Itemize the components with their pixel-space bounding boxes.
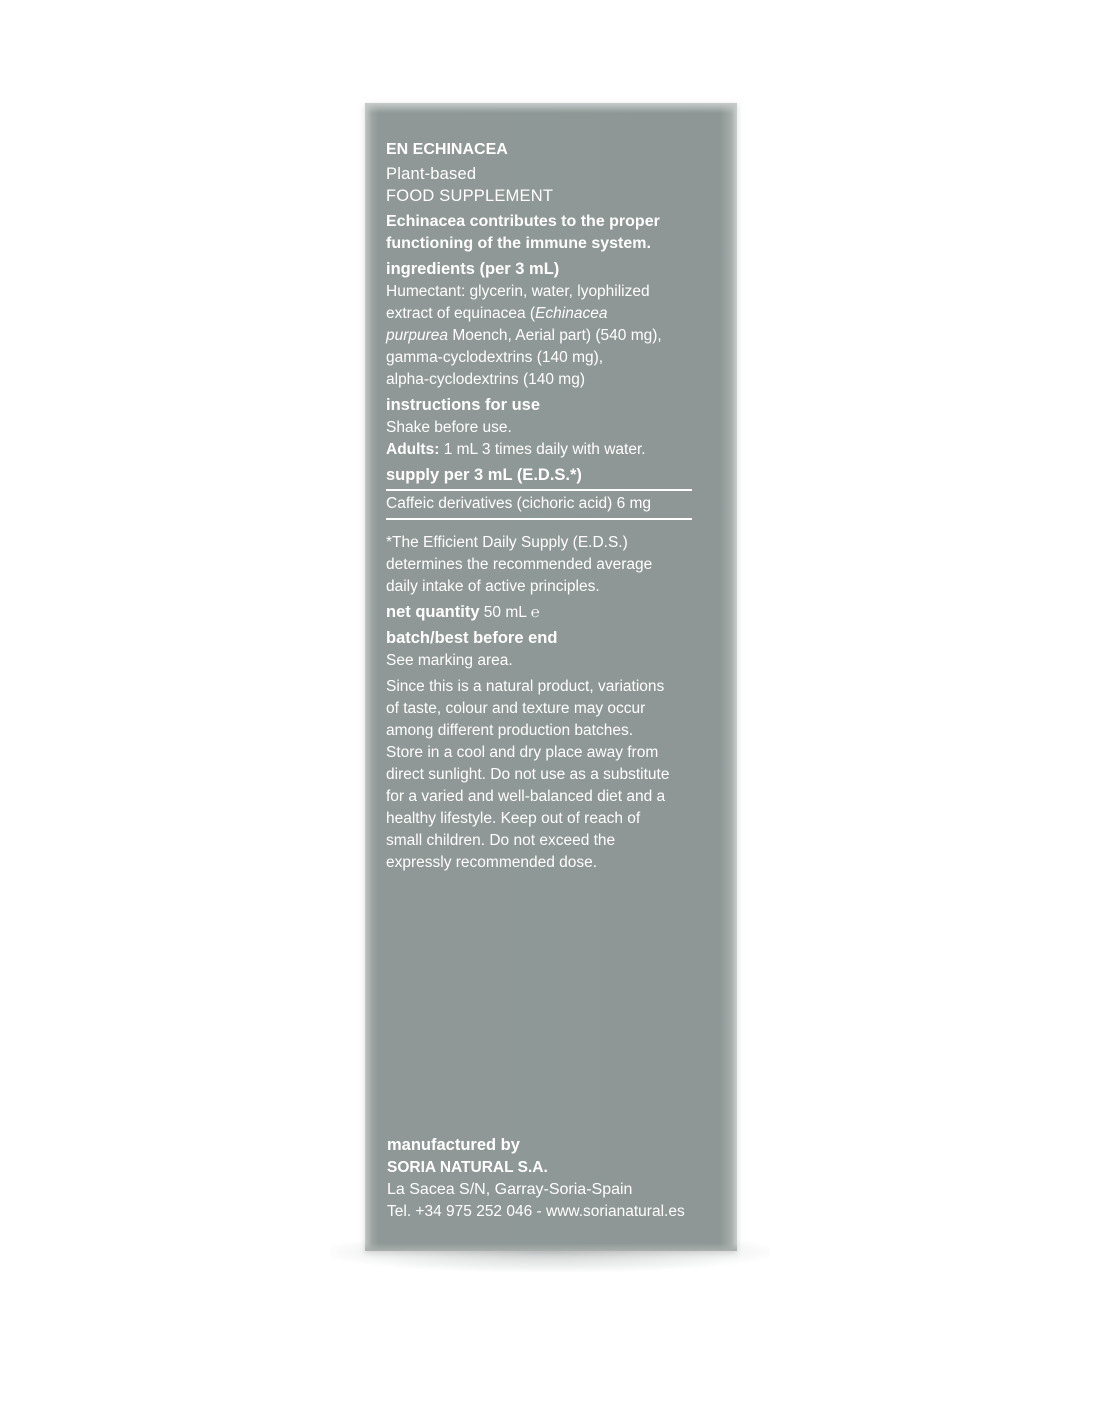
manufacturer-title: manufactured by [387,1136,520,1154]
instructions-line-1: Shake before use. [386,419,512,436]
eds-note-line-3: daily intake of active principles. [386,578,600,595]
warning-line-5: direct sunlight. Do not use as a substitute [386,766,670,783]
estimated-sign-icon: ℮ [530,604,540,621]
manufacturer-name: SORIA NATURAL S.A. [387,1159,548,1176]
product-box-side-panel [365,103,737,1251]
warning-line-8: small children. Do not exceed the [386,832,616,849]
batch-title: batch/best before end [386,629,558,647]
warning-line-4: Store in a cool and dry place away from [386,744,659,761]
ingredients-line-3 [386,325,716,347]
supply-table-top-rule [386,489,692,491]
manufacturer-contact: Tel. +34 975 252 046 - www.sorianatural.es [387,1203,685,1220]
warning-line-1: Since this is a natural product, variations [386,678,665,695]
ingredients-line-5: alpha-cyclodextrins (140 mg) [386,371,586,388]
health-claim-line-2: functioning of the immune system. [386,235,651,252]
label-text-block [386,139,716,874]
subtitle-food-supplement: FOOD SUPPLEMENT [386,187,554,205]
product-heading: EN ECHINACEA [386,141,508,158]
warning-line-2: of taste, colour and texture may occur [386,700,646,717]
supply-table-row: Caffeic derivatives (cichoric acid) 6 mg [386,495,652,512]
ingredients-line-3-text: Moench, Aerial part) (540 mg), [448,327,662,344]
subtitle-plant-based: Plant-based [386,165,477,183]
ingredients-title: ingredients (per 3 mL) [386,260,560,278]
manufacturer-address: La Sacea S/N, Garray-Soria-Spain [387,1181,633,1198]
net-quantity-value: 50 mL [479,604,527,621]
eds-note-line-2: determines the recommended average [386,556,653,573]
instructions-title: instructions for use [386,396,541,414]
ingredients-line-4: gamma-cyclodextrins (140 mg), [386,349,604,366]
eds-note-line-1: *The Efficient Daily Supply (E.D.S.) [386,534,628,551]
instructions-adults [386,439,716,461]
ingredients-species-genus: Echinacea [535,305,608,322]
net-quantity [386,601,716,624]
warning-line-9: expressly recommended dose. [386,854,598,871]
ingredients-line-1: Humectant: glycerin, water, lyophilized [386,283,650,300]
warning-line-3: among different production batches. [386,722,634,739]
ingredients-species-epithet: purpurea [386,327,449,344]
health-claim-line-1: Echinacea contributes to the proper [386,213,660,230]
ingredients-line-2 [386,303,716,325]
supply-title: supply per 3 mL (E.D.S.*) [386,466,582,484]
warning-line-6: for a varied and well-balanced diet and a [386,788,666,805]
manufacturer-block [387,1133,727,1223]
adults-dosage: 1 mL 3 times daily with water. [439,441,646,458]
warning-line-7: healthy lifestyle. Keep out of reach of [386,810,641,827]
adults-label: Adults: [386,441,440,458]
net-quantity-label: net quantity [386,603,480,621]
ingredients-line-2-text: extract of equinacea ( [386,305,536,322]
batch-text: See marking area. [386,652,513,669]
